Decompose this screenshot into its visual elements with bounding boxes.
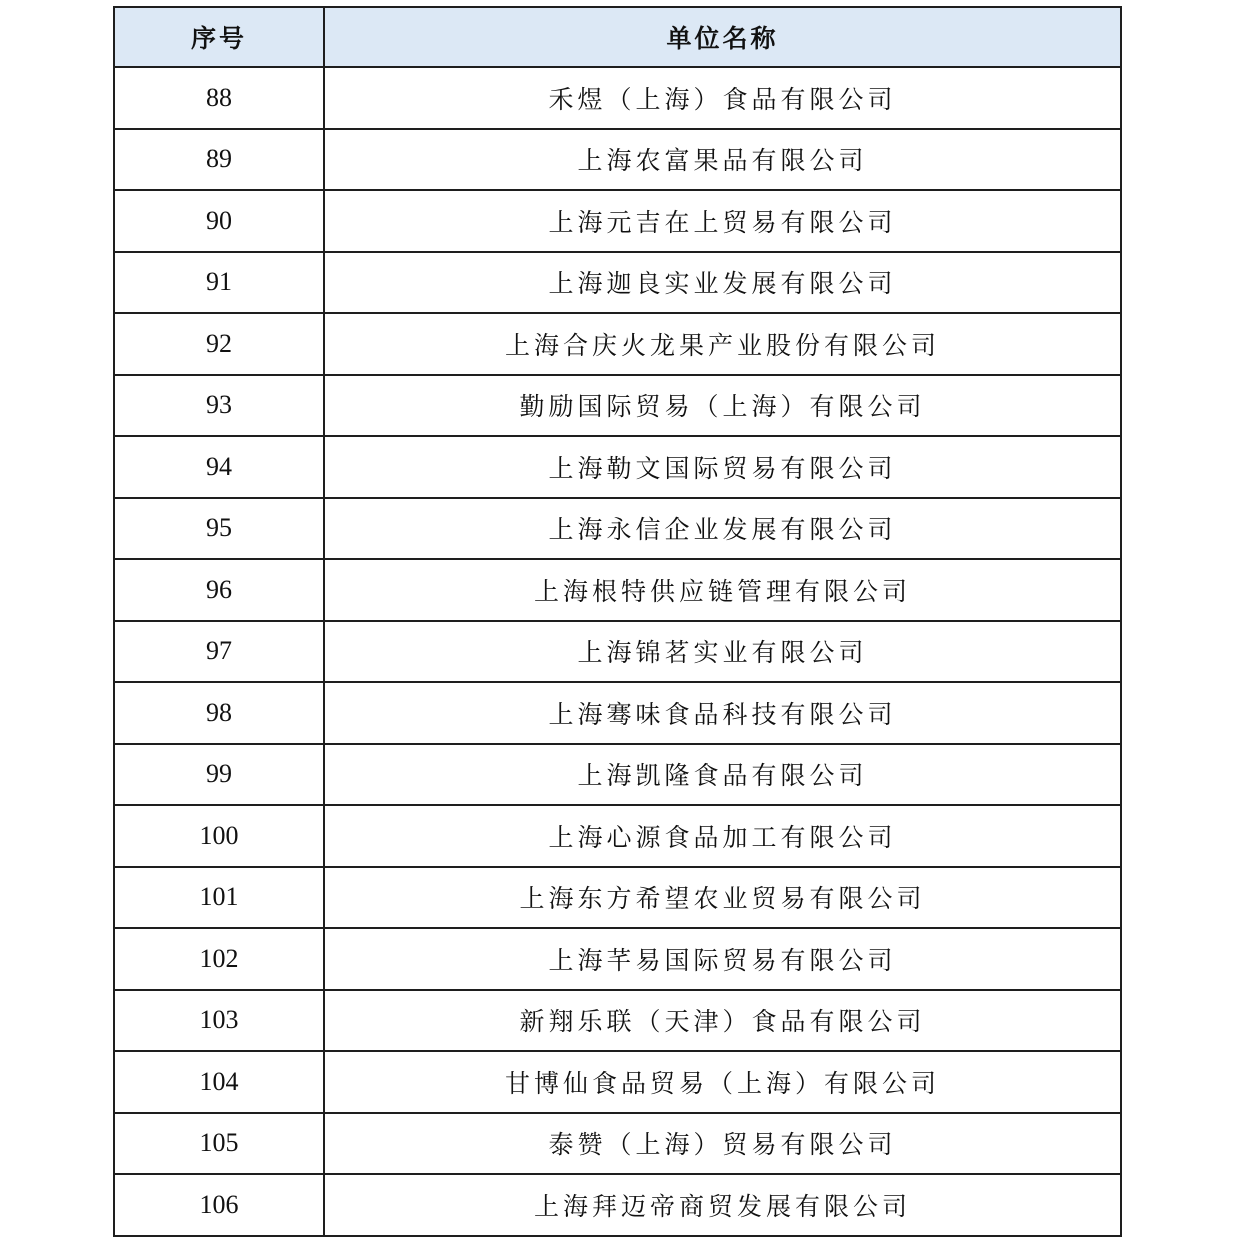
company-name: 新翔乐联（天津）食品有限公司: [324, 990, 1121, 1052]
row-number: 98: [114, 682, 324, 744]
row-number: 106: [114, 1174, 324, 1236]
company-name: 上海根特供应链管理有限公司: [324, 559, 1121, 621]
table-row: [114, 313, 1121, 375]
company-name: 泰赞（上海）贸易有限公司: [324, 1113, 1121, 1175]
company-name: 上海永信企业发展有限公司: [324, 498, 1121, 560]
row-number: 92: [114, 313, 324, 375]
header-serial-number: 序号: [114, 7, 324, 67]
table-row: [114, 621, 1121, 683]
table-row: [114, 252, 1121, 314]
company-name: 上海心源食品加工有限公司: [324, 805, 1121, 867]
table-row: [114, 744, 1121, 806]
row-number: 100: [114, 805, 324, 867]
table-row: [114, 559, 1121, 621]
row-number: 99: [114, 744, 324, 806]
row-number: 103: [114, 990, 324, 1052]
row-number: 91: [114, 252, 324, 314]
table-row: [114, 990, 1121, 1052]
row-number: 96: [114, 559, 324, 621]
company-name: 勤励国际贸易（上海）有限公司: [324, 375, 1121, 437]
table-row: [114, 1051, 1121, 1113]
table-row: [114, 498, 1121, 560]
row-number: 101: [114, 867, 324, 929]
company-name: 上海元吉在上贸易有限公司: [324, 190, 1121, 252]
row-number: 102: [114, 928, 324, 990]
row-number: 90: [114, 190, 324, 252]
row-number: 88: [114, 67, 324, 129]
company-name: 上海骞味食品科技有限公司: [324, 682, 1121, 744]
company-list-table: [113, 6, 1122, 1237]
company-name: 上海锦茗实业有限公司: [324, 621, 1121, 683]
row-number: 95: [114, 498, 324, 560]
table-row: [114, 682, 1121, 744]
company-name: 上海凯隆食品有限公司: [324, 744, 1121, 806]
header-company-name: 单位名称: [324, 7, 1121, 67]
table-row: [114, 190, 1121, 252]
table-row: [114, 375, 1121, 437]
table-row: [114, 928, 1121, 990]
table-row: [114, 1113, 1121, 1175]
table-row: [114, 67, 1121, 129]
company-name: 甘博仙食品贸易（上海）有限公司: [324, 1051, 1121, 1113]
company-name: 上海拜迈帝商贸发展有限公司: [324, 1174, 1121, 1236]
row-number: 105: [114, 1113, 324, 1175]
table-body: [114, 67, 1121, 1236]
row-number: 104: [114, 1051, 324, 1113]
company-name: 上海芊易国际贸易有限公司: [324, 928, 1121, 990]
table-row: [114, 805, 1121, 867]
table-row: [114, 1174, 1121, 1236]
company-name: 上海勒文国际贸易有限公司: [324, 436, 1121, 498]
table-row: [114, 129, 1121, 191]
row-number: 97: [114, 621, 324, 683]
row-number: 93: [114, 375, 324, 437]
table-row: [114, 436, 1121, 498]
company-name: 上海合庆火龙果产业股份有限公司: [324, 313, 1121, 375]
table-header-row: [114, 7, 1121, 67]
row-number: 94: [114, 436, 324, 498]
company-name: 上海东方希望农业贸易有限公司: [324, 867, 1121, 929]
row-number: 89: [114, 129, 324, 191]
company-name: 禾煜（上海）食品有限公司: [324, 67, 1121, 129]
company-name: 上海农富果品有限公司: [324, 129, 1121, 191]
company-name: 上海迦良实业发展有限公司: [324, 252, 1121, 314]
table-row: [114, 867, 1121, 929]
